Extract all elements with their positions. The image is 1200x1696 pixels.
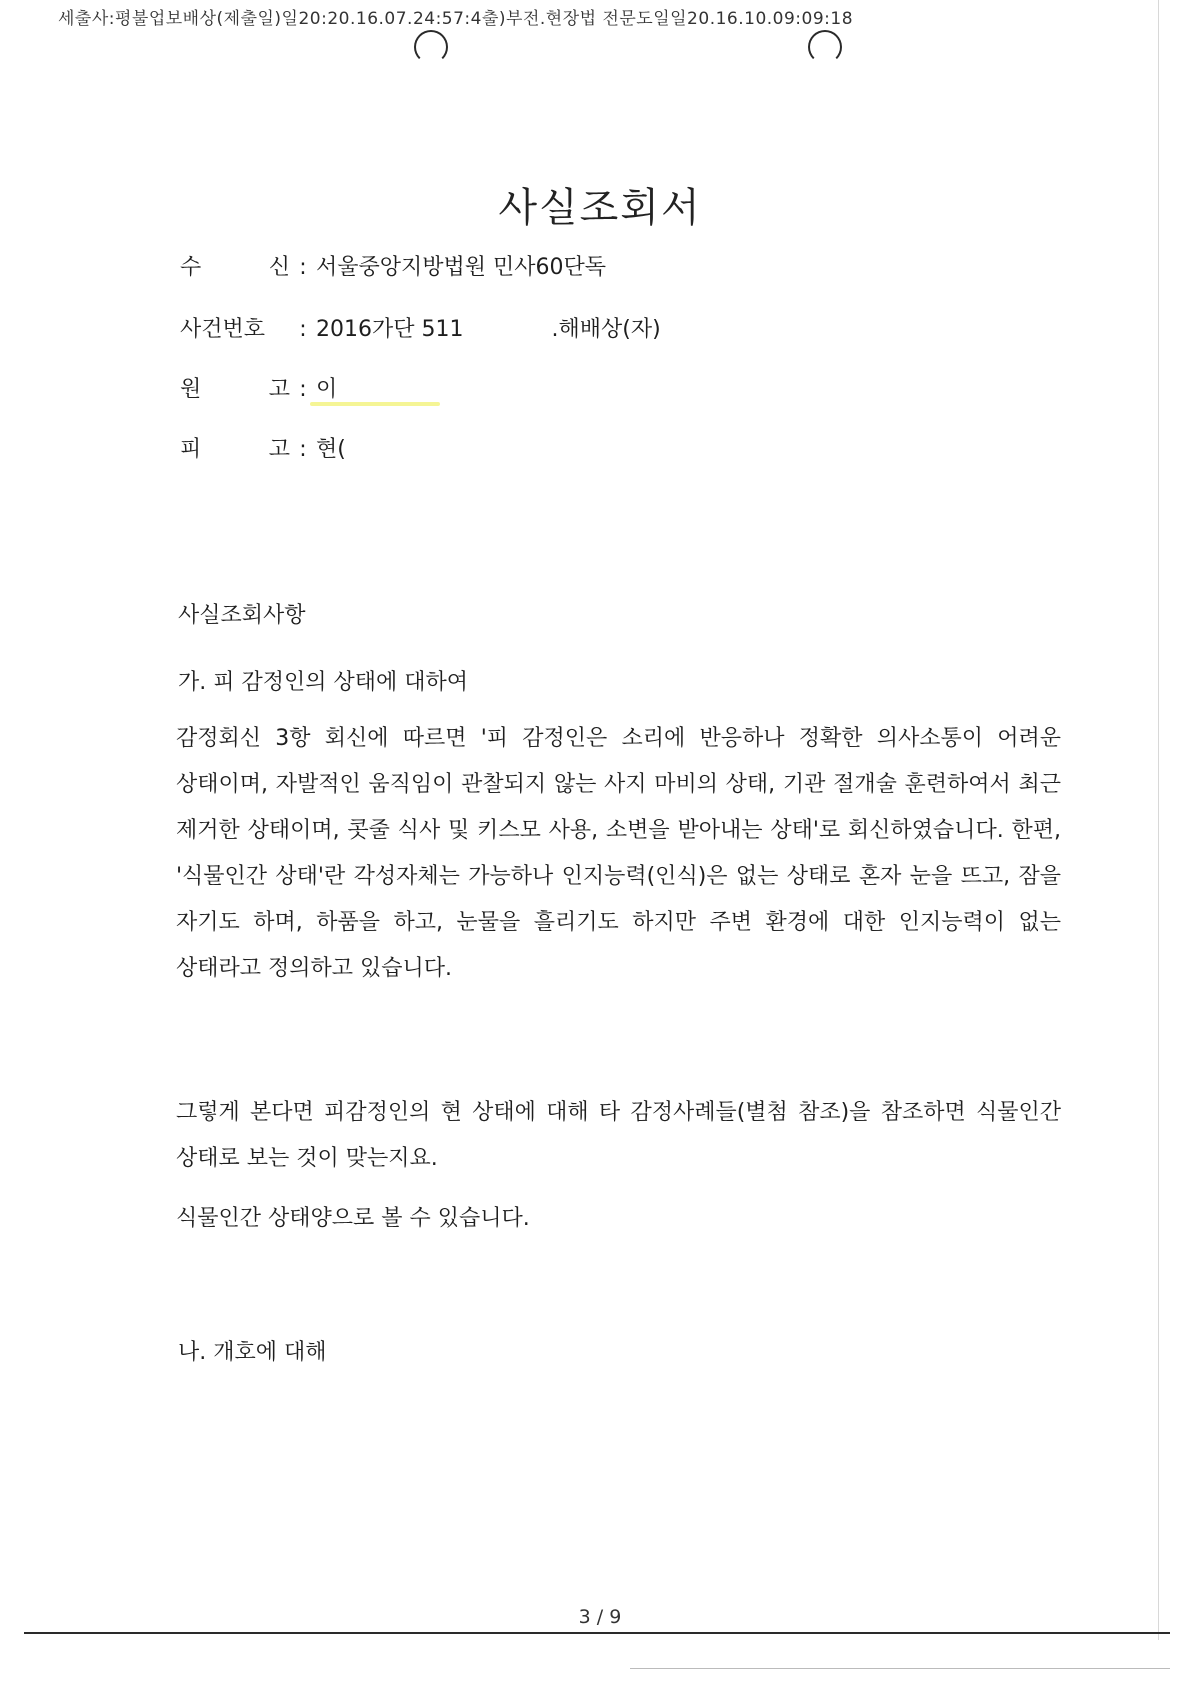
defendant-label: 피 고 bbox=[180, 437, 290, 462]
field-colon: : bbox=[299, 255, 307, 280]
plaintiff-value: 이 bbox=[316, 377, 338, 402]
defendant-value: 현( bbox=[316, 437, 346, 462]
page-number: 3 / 9 bbox=[578, 1606, 622, 1628]
recipient-label: 수 신 bbox=[180, 255, 290, 280]
punch-hole-icon bbox=[414, 30, 448, 64]
section-b-heading: 나. 개호에 대해 bbox=[178, 1340, 327, 1365]
footer-divider bbox=[24, 1632, 1170, 1634]
fax-transmission-header: 세출사:평불업보배상(제출일)일20:20.16.07.24:57:4출)부전.현장법 전문도일일20.16.10.09:09:18 bbox=[58, 9, 854, 29]
field-colon: : bbox=[299, 317, 307, 342]
footer-divider-faint bbox=[630, 1668, 1170, 1669]
recipient-value: 서울중앙지방법원 민사60단독 bbox=[316, 255, 607, 280]
field-colon: : bbox=[299, 377, 307, 402]
plaintiff-row bbox=[180, 372, 337, 403]
case-number-row bbox=[180, 312, 661, 343]
plaintiff-label: 원 고 bbox=[180, 377, 290, 402]
case-type-value: .해배상(자) bbox=[551, 317, 661, 342]
highlighter-mark bbox=[310, 402, 440, 406]
section-a-paragraph-1: 감정회신 3항 회신에 따르면 '피 감정인은 소리에 반응하나 정확한 의사소통이 어려운 상태이며, 자발적인 움직임이 관찰되지 않는 사지 마비의 상태, 기관 절개술 훈련하여서 최근 제거한 상태이며, 콧줄 식사 및 키스모 사용, 소변을 받아내는 상태'로 회신하였습니다. 한편, '식물인간 상태'란 각성자체는 가능하나 인지능력(인식)은 없는 상태로 혼자 눈을 뜨고, 잠을 자기도 하며, 하품을 하고, 눈물을 흘리기도 하지만 주변 환경에 대한 인지능력이 없는 상태라고 정의하고 있습니다. bbox=[176, 726, 1061, 981]
section-a-answer: 식물인간 상태양으로 볼 수 있습니다. bbox=[176, 1206, 530, 1231]
case-number-value: 2016가단 511 bbox=[316, 317, 464, 342]
inquiry-heading: 사실조회사항 bbox=[178, 603, 306, 628]
defendant-row bbox=[180, 432, 346, 463]
field-colon: : bbox=[299, 437, 307, 462]
section-a-paragraph-2: 그렇게 본다면 피감정인의 현 상태에 대해 타 감정사례들(별첨 참조)을 참조하면 식물인간 상태로 보는 것이 맞는지요. bbox=[176, 1100, 1061, 1171]
page-edge bbox=[1158, 0, 1159, 1640]
recipient-row bbox=[180, 250, 606, 281]
document-title: 사실조회서 bbox=[498, 185, 702, 231]
punch-hole-icon bbox=[808, 30, 842, 64]
case-number-label: 사건번호 bbox=[180, 317, 266, 342]
section-a-heading: 가. 피 감정인의 상태에 대하여 bbox=[178, 670, 468, 695]
